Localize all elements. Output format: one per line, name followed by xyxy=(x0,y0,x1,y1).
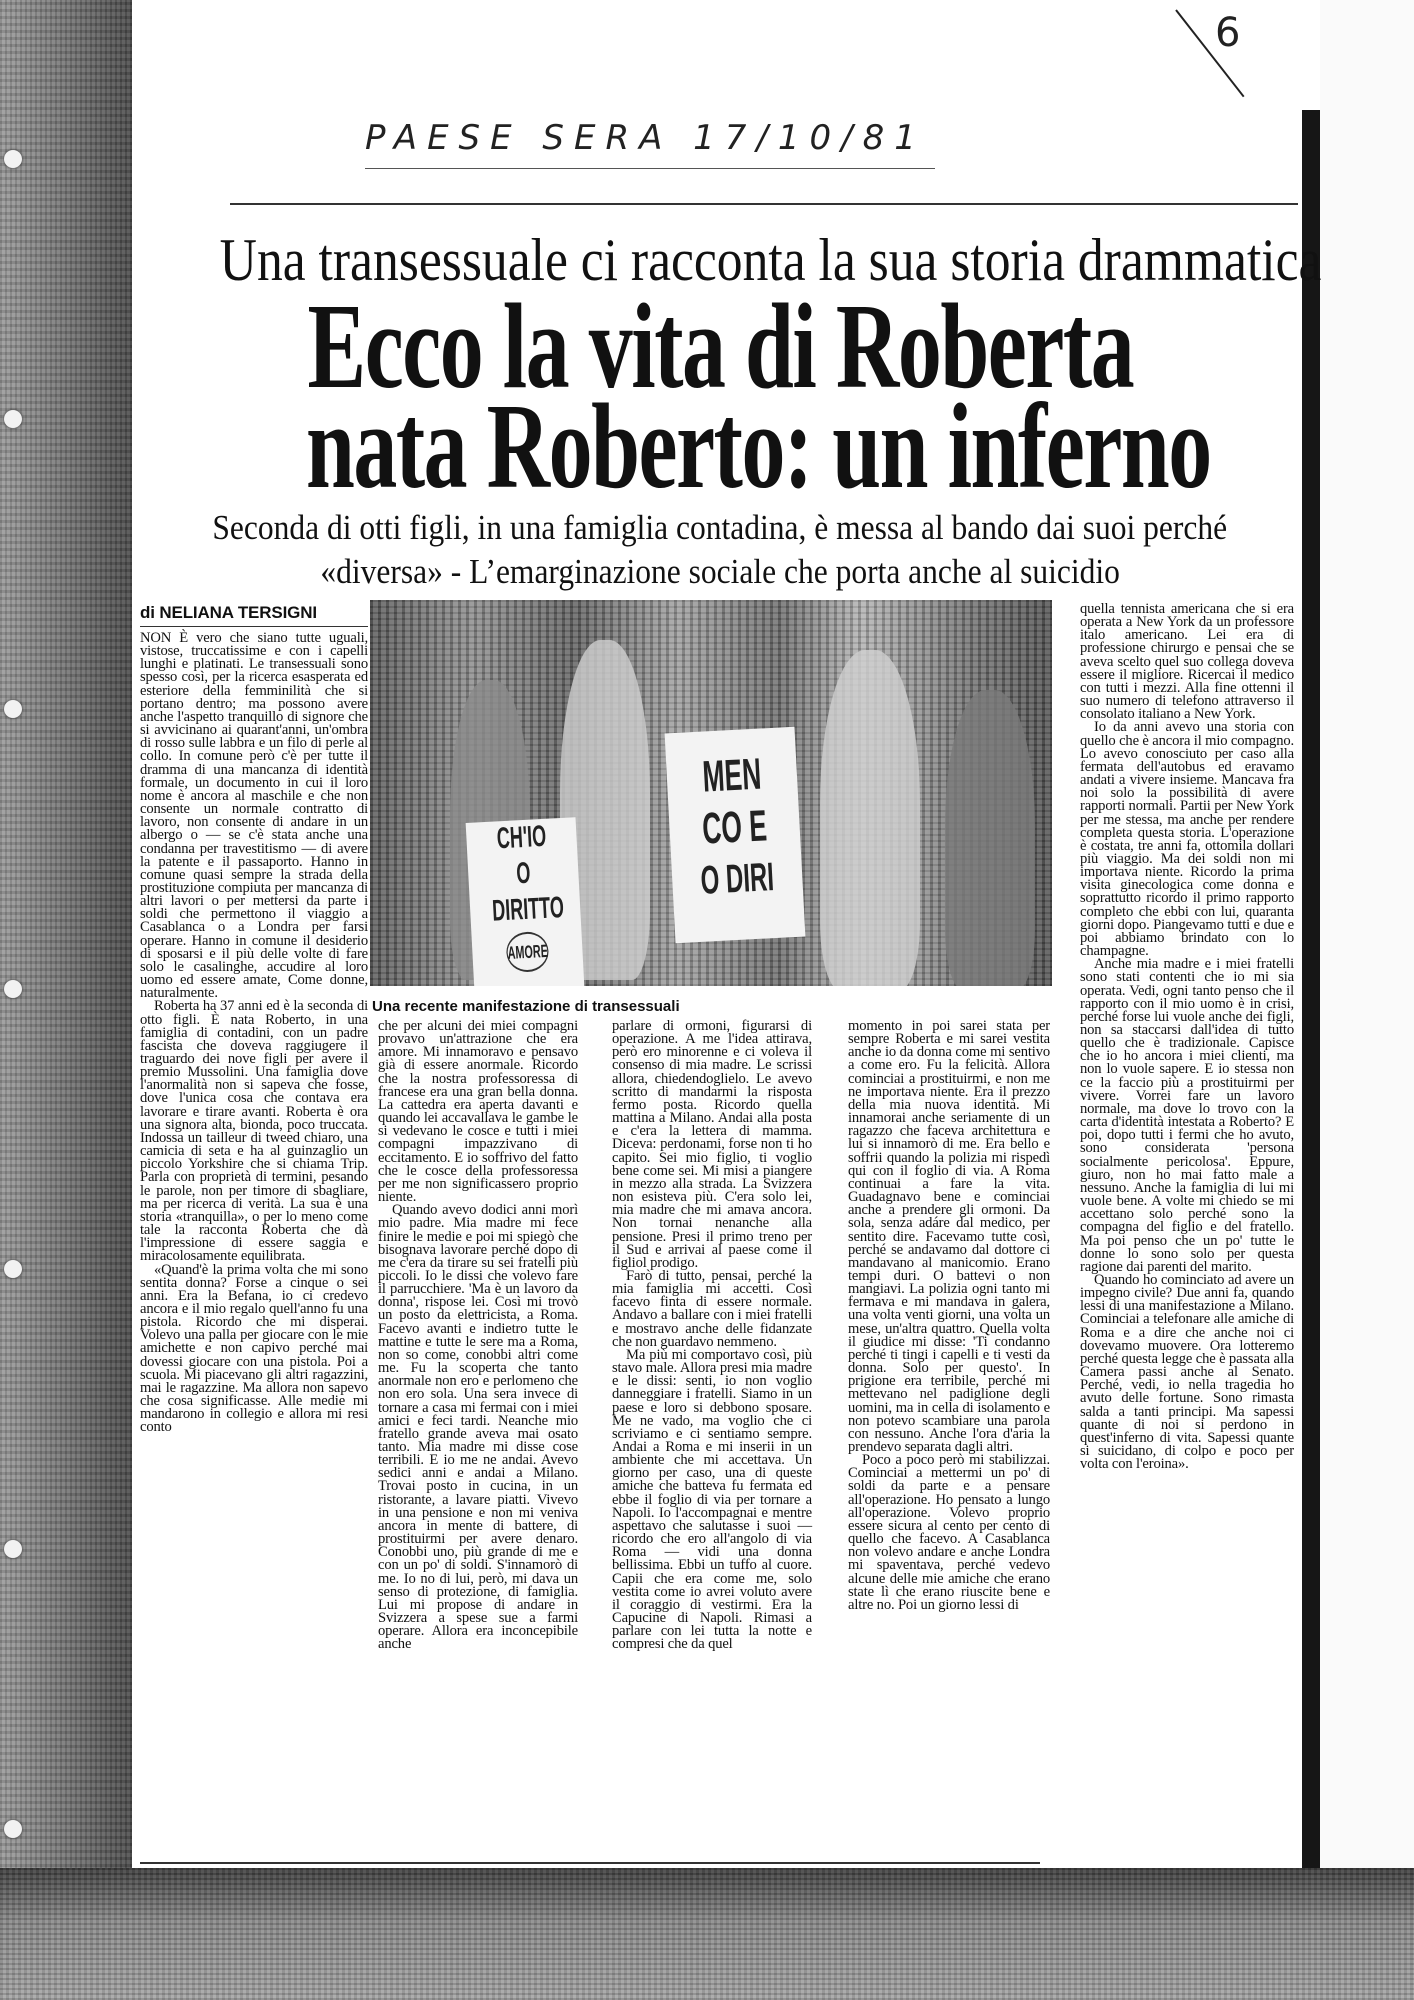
headline-text-2: nata Roberto: un inferno xyxy=(305,379,1211,514)
headline-line-2 xyxy=(130,379,1310,514)
paragraph: Farò di tutto, pensai, perché la mia famiglia mi accetti. Così facevo finta di essere normale. Andavo a ballare con i miei fratelli e mostravo anche delle fidanzate che non guardavo nemmeno. xyxy=(612,1267,812,1350)
kicker-text: Una transessuale ci racconta la sua storia drammatica xyxy=(219,227,1322,293)
photo-figure xyxy=(945,690,1035,986)
protest-sign-left xyxy=(466,817,585,986)
photo-figure xyxy=(820,650,920,986)
paragraph: Roberta ha 37 anni ed è la seconda di otto figli. È nata Roberto, in una famiglia di contadini, con un padre fascista che doveva raggiugere il traguardo dei nove figli per avere il premio Mussolini. Una famiglia dove l'anormalità non si sapeva che fosse, dove l'unica cosa che contava era lavorare e tirare avanti. Roberta è ora una signora alta, bionda, poco truccata. Indossa un tailleur di tweed chiaro, una camicia di seta e ha al guinzaglio un piccolo Yorkshire che si chiama Trip. Parla con proprietà di termini, pesando le parole, non per timore di sbagliare, ma per ricerca di verità. La sua è una storia «tranquilla», o per lo meno come tale la racconta Roberta che dà l'impressione di essere saggia e miracolosamente equilibrata. xyxy=(140,998,368,1265)
article-column-4 xyxy=(848,1020,1050,1612)
punch-hole xyxy=(4,410,22,428)
punch-hole xyxy=(4,150,22,168)
paragraph: Poco a poco però mi stabilizzai. Cominciai a mettermi un po' di soldi da parte e a pensare all'operazione. Ho pensato a lungo all'operazione. Volevo proprio essere sicura al cento per cento di quello che facevo. A Casablanca non volevo andare e anche Londra mi spaventava, perché vedevo alcune delle mie amiche che erano state lì che erano riuscite bene e altre no. Poi un giorno lessi di xyxy=(848,1452,1050,1613)
subhead-line-2 xyxy=(130,550,1310,594)
punch-hole xyxy=(4,980,22,998)
subhead-line-1 xyxy=(130,506,1310,550)
byline: di NELIANA TERSIGNI xyxy=(140,603,368,627)
sign-text: O DIRI xyxy=(699,855,776,903)
paragraph: Io da anni avevo una storia con quello che è ancora il mio compagno. Lo avevo conosciuto per caso alla fermata dell'autobus ed eravamo andati a vivere insieme. Mancava fra noi solo la possibilità di avere rapporti normali. Partii per New York per me stessa, ma anche per rendere completa questa storia. L'operazione è costata, tre anni fa, ottomila dollari più viaggio. Ma dei soldi non mi importava niente. Ricordo la prima visita ginecologica come donna e soprattutto ricordo il primo rapporto completo che ebbi con lui, quaranta giorni dopo. Piangevamo tutti e due e poi abbiamo brindato con lo champagne. xyxy=(1080,719,1294,960)
scan-border-left xyxy=(0,0,132,2000)
paragraph: quella tennista americana che si era operata a New York da un professore italo americano. Lei era di professione chirurgo e pensai che se aveva scelto quel suo collega doveva essere il migliore. Ricercai il medico con tutti i mezzi. Alla fine ottenni il suo numero di telefono attraverso il consolato italiano a New York. xyxy=(1080,601,1294,723)
paragraph: Quando avevo dodici anni morì mio padre. Mia madre mi fece finire le medie e poi mi spiegò che bisognava lavorare perché dopo di me c'era da tirare su sei fratelli più piccoli. Io le dissi che volevo fare il parrucchiere. 'Ma è un lavoro da donna', rispose lei. Così mi trovò un posto da elettricista, a Roma. Facevo avanti e indietro tutte le mattine e tutte le sere ma a Roma, non so come, conobbi altri come me. Fu la scoperta che tanto anormale non ero e perlomeno che non ero sola. Una sera invece di tornare a casa mi fermai con i miei amici e feci tardi. Neanche mio fratello grande aveva mai osato tanto. Mia madre mi disse cose terribili. E io me ne andai. Avevo sedici anni e andai a Milano. Trovai posto in cucina, in un ristorante, a lavare piatti. Vivevo in una pensione e non mi veniva ancora in mente di battere, di prostituirmi per avere denaro. Conobbi uno, più grande di me e con un po' di soldi. S'innamorò di me. Io no di lui, però, mi dava un senso di protezione, di famiglia. Lui mi propose di andare in Svizzera a spese sue a farmi operare. Allora era inconcepibile anche xyxy=(378,1202,578,1653)
bottom-rule xyxy=(140,1862,1040,1864)
sign-text: MEN xyxy=(701,749,763,802)
paragraph: NON È vero che siano tutte uguali, vistose, truccatissime e con i capelli lunghi e platinati. Le transessuali sono spesso così, per la ricerca esasperata ed esteriore della femminilità che si portano dentro; ma possono avere anche l'aspetto tranquillo di signore che si avvicinano ai quarant'anni, un'ombra di rosso sulle labbra e un filo di perle al collo. In comune però c'è per tutte il dramma di una mancanza di identità formale, un documento in cui il loro nome è ancora al maschile e che non consente un normale contratto di lavoro, non consente di andare in un albergo o — se c'è stata anche una condanna per travestitismo — di avere la patente e il passaporto. Hanno in comune quasi sempre la strada della prostituzione compiuta per mancanza di altri lavori o per mettersi da parte i soldi che permettono il viaggio a Casablanca o a Londra per farsi operare. Hanno in comune il desiderio di sposarsi e il più delle volte di fare solo le casalinghe, accudire al loro uomo ed essere amate, Come donne, naturalmente. xyxy=(140,630,368,1002)
sign-text: CH'IO xyxy=(495,819,547,856)
article-column-2 xyxy=(378,1020,578,1652)
scan-margin-right xyxy=(1320,0,1414,2000)
handwritten-source-note: PAESE SERA 17/10/81 xyxy=(365,118,926,158)
article-column-3 xyxy=(612,1020,812,1652)
scan-border-bottom xyxy=(0,1868,1414,2000)
punch-hole xyxy=(4,700,22,718)
top-rule xyxy=(230,203,1298,205)
sign-text: O DIRITTO xyxy=(491,856,565,928)
paragraph: parlare di ormoni, figurarsi di operazione. A me l'idea attirava, però ero minorenne e ci voleva il consenso di mia madre. Le scrissi allora, chiedendoglielo. Le avevo scritto di mandarmi la risposta fermo posta. Ricordo quella mattina a Milano. Andai alla posta e c'era la lettera di mamma. Diceva: perdonami, forse non ti ho capito. Sei mio figlio, ti voglio bene come sei. Mi misi a piangere in mezzo alla strada. La Svizzera non esisteva più. C'era solo lei, mia madre che mi amava ancora. Non tornai nenanche alla pensione. Presi il primo treno per il Sud e arrivai al paese come il figliol prodigo. xyxy=(612,1018,812,1271)
subhead-text-1: Seconda di otti figli, in una famiglia contadina, è messa al bando dai suoi perché xyxy=(212,508,1228,547)
sign-text: CO E xyxy=(701,801,769,854)
paragraph: Quando ho cominciato ad avere un impegno civile? Due anni fa, quando lessi di una manifestazione a Milano. Cominciai a telefonare alle amiche di Roma e a dire che anche noi ci dovevamo muovere. Ora lotteremo perché questa legge che è passata alla Camera passi anche al Senato. Perché, vedi, io nella tragedia ho avuto delle fortune. Sono rimasta salda a tanti principi. Ma sapessi quante di noi si perdono in quest'inferno di vita. Sapessi quante si suicidano, di colpo e poco per volta con l'eroina». xyxy=(1080,1271,1294,1473)
paragraph: momento in poi sarei stata per sempre Roberta e mi sarei vestita anche io da donna come mi sentivo a come ero. Fu la felicità. Allora cominciai a prostituirmi, e non me ne importava niente. Era il prezzo della mia nuova identità. Mi innamorai anche seriamente di un ragazzo che faceva architettura e lui si innamorò di me. Era bello e soffrii quando la polizia mi rispedì qui con il foglio di via. A Roma continuai a fare la vita. Guadagnavo bene e cominciai anche a prendere gli ormoni. Da sola, senza adáre dal medico, per sentito dire. Facevamo tutte così, perché se andavamo dal dottore ci mandavano al manicomio. Erano tempi duri. O battevi o non mangiavi. La polizia ogni tanto mi fermava e mi mandava in galera, una volta venti giorni, una volta un mese, un'altra quattro. Quella volta il giudice mi disse: 'Ti condanno perché ti tingi i capelli e ti vesti da donna. Solo per questo'. In prigione era terribile, perché mi mettevano nel padiglione degli uomini, ma in cella di isolamento e non potevo scambiare una parola con nessuno. Anche l'ora d'aria la prendevo separata dagli altri. xyxy=(848,1018,1050,1455)
photo-caption: Una recente manifestazione di transessuali xyxy=(372,998,680,1015)
paragraph: Ma più mi comportavo così, più stavo male. Allora presi mia madre e le dissi: senti, io non voglio danneggiare i fratelli. Siamo in un paese e loro si debbono sposare. Me ne vado, ma voglio che ci scriviamo e ci sentiamo sempre. Andai a Roma e mi inserii in un ambiente che mi accettava. Un giorno per caso, una di queste amiche che batteva fu fermata ed ebbe il foglio di via per tornare a Napoli. Io l'accompagnai e mentre aspettavo che salutasse i suoi — ricordo che ero all'angolo di via Roma — vidi una donna bellissima. Ebbi un tuffo al cuore. Capii che era come me, solo vestita come io avrei voluto avere il coraggio di vestirmi. Era la Capucine di Napoli. Rimasi a parlare con lei tutta la notte e compresi che da quel xyxy=(612,1346,812,1653)
punch-hole xyxy=(4,1820,22,1838)
handwritten-underline xyxy=(365,168,935,169)
paragraph: che per alcuni dei miei compagni provavo un'attrazione che era amore. Mi innamoravo e pensavo già di essere anormale. Ricordo che la nostra professoressa di francese era una gran bella donna. La cattedra era aperta davanti e quando lei accavallava le gambe le si vedevano le cosce e tutti i miei compagni impazzivano di eccitamento. E io soffrivo del fatto che le cosce della professoressa per me non significassero proprio niente. xyxy=(378,1018,578,1206)
sign-heart-text: AMORE xyxy=(505,931,549,973)
protest-sign-center xyxy=(665,727,806,944)
punch-hole xyxy=(4,1540,22,1558)
protest-photo xyxy=(370,600,1052,986)
handwritten-corner-number: 6 xyxy=(1215,10,1241,56)
headline-text-1: Ecco la vita di Roberta xyxy=(307,279,1133,414)
subhead-text-2: «diversa» - L’emarginazione sociale che porta anche al suicidio xyxy=(320,552,1120,591)
punch-hole xyxy=(4,1260,22,1278)
paragraph: «Quand'è la prima volta che mi sono sentita donna? Forse a cinque o sei anni. Era la Befana, io ci credevo ancora e il mio regalo quell'anno fu una pistola. Ricordo che mi disperai. Volevo una palla per giocare con le mie amichette e non capivo perché mai dovessi giocare con una pistola. Poi a scuola. Mi piacevano gli altri ragazzini, mai le ragazzine. Ma allora non sapevo che cosa significasse. Alle medie mi mandarono in collegio e allora mi resi conto xyxy=(140,1261,368,1436)
article-column-1 xyxy=(140,603,368,1435)
article-column-5 xyxy=(1080,603,1294,1471)
paragraph: Anche mia madre e i miei fratelli sono stati contenti che io mi sia operata. Vedi, ogni tanto penso che il rapporto con il mio uomo è in crisi, perché forse lui vuole anche dei figli, non sa staccarsi dall'idea di tutto quello che è tradizionale. Capisce che io ho ancora i miei clienti, ma non lo vuole sapere. E io stessa non ce la faccio più a prostituirmi per vivere. Vorrei fare un lavoro normale, ma dove lo trovo con la carta d'identità intestata a Roberto? E poi, dopo tutti i fermi che ho avuto, sono considerata 'persona socialmente pericolosa'. Eppure, giuro, non ho mai fatto male a nessuno. Anche la famiglia di lui mi vuole bene. A volte mi chiedo se mi accettano solo perché sono la compagna del figlio e del fratello. Ma poi penso che un po' tutte le donne lo sono solo per questa ragione dai parenti del marito. xyxy=(1080,956,1294,1275)
